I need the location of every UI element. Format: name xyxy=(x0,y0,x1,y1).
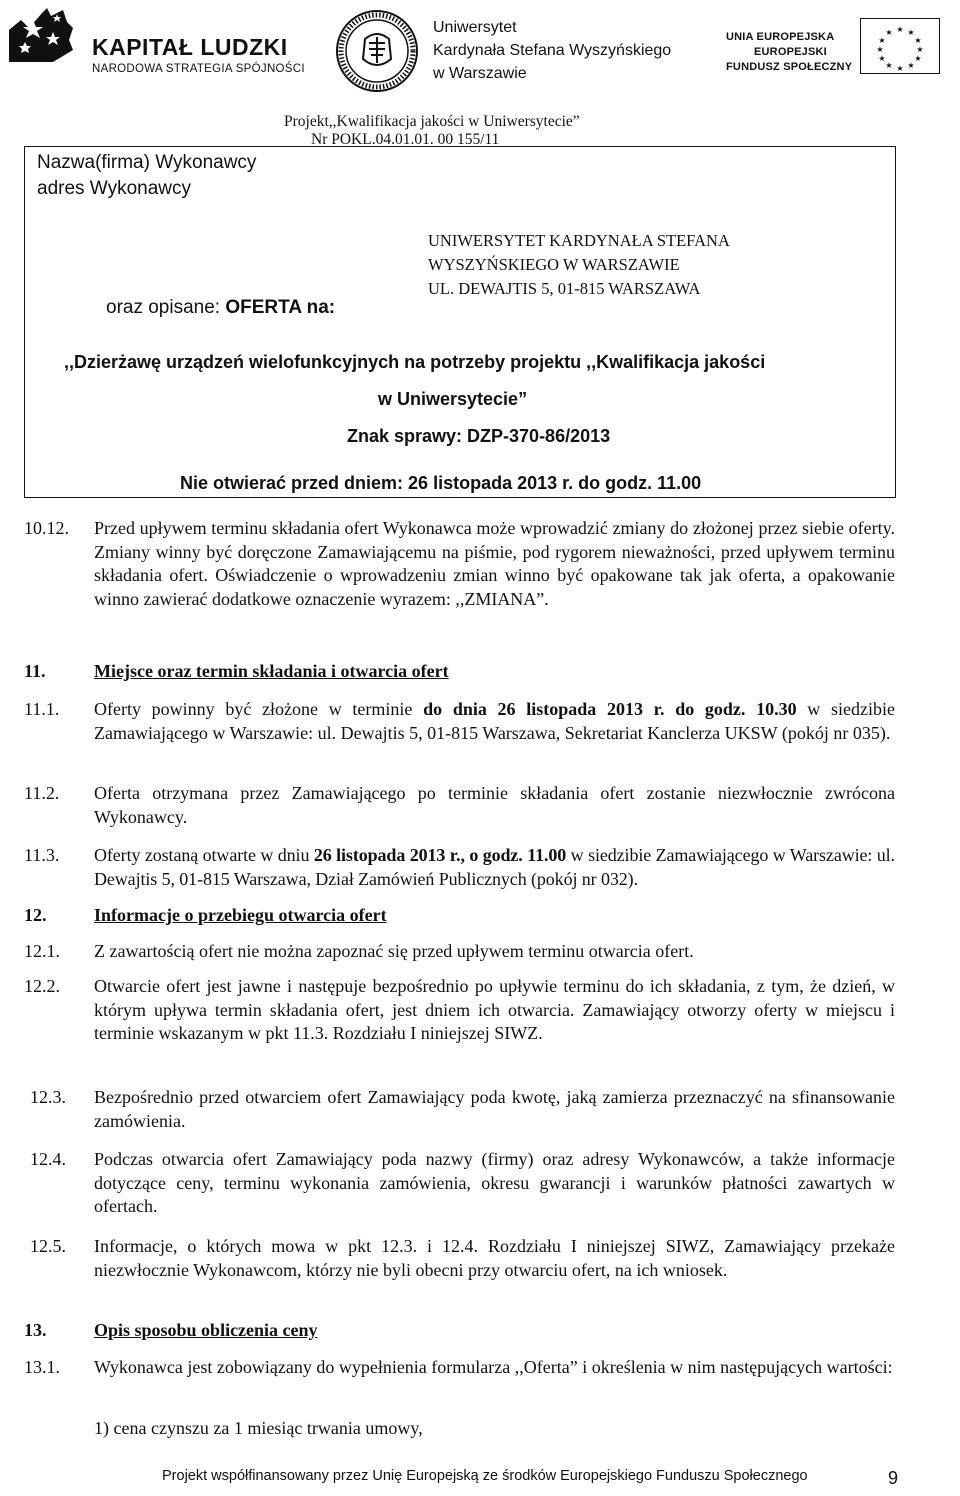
address-line3: UL. DEWAJTIS 5, 01-815 WARSZAWA xyxy=(428,279,701,298)
project-line1: Projekt,,Kwalifikacja jakości w Uniwersytecie” xyxy=(284,113,580,130)
eu-logo-text xyxy=(726,30,852,75)
recipient-address xyxy=(428,229,730,301)
university-name xyxy=(433,16,671,85)
eu-line3: FUNDUSZ SPOŁECZNY xyxy=(726,61,853,73)
section-number: 12.4. xyxy=(30,1149,66,1169)
footer-text: Projekt współfinansowany przez Unię Europejską ze środków Europejskiego Funduszu Społecznego xyxy=(162,1468,808,1484)
svg-text:★: ★ xyxy=(878,36,886,45)
svg-text:★: ★ xyxy=(896,25,904,34)
section-12-4-text: Podczas otwarcia ofert Zamawiający poda nazwy (firmy) oraz adresy Wykonawców, a także informacje dotyczące ceny, terminu wykonania zamówienia, okresu gwarancji i warunków płatności zawartych w ofertach. xyxy=(94,1149,895,1216)
heading-11-title: Miejsce oraz termin składania i otwarcia ofert xyxy=(94,661,449,681)
svg-text:★: ★ xyxy=(907,61,915,70)
university-seal-icon xyxy=(335,9,419,93)
contractor-line1: Nazwa(firma) Wykonawcy xyxy=(37,152,257,173)
section-number: 13.1. xyxy=(24,1357,60,1377)
svg-text:★: ★ xyxy=(878,54,886,63)
section-12-1-text: Z zawartością ofert nie można zapoznać się przed upływem terminu otwarcia ofert. xyxy=(94,941,694,961)
address-line1: UNIWERSYTET KARDYNAŁA STEFANA xyxy=(428,231,730,250)
list-item: 1) cena czynszu za 1 miesiąc trwania umowy, xyxy=(94,1418,423,1438)
page-number: 9 xyxy=(888,1468,899,1488)
heading-13-title: Opis sposobu obliczenia ceny xyxy=(94,1320,318,1340)
section-number: 11.2. xyxy=(24,783,60,803)
svg-text:★: ★ xyxy=(876,45,884,54)
section-11-3-text xyxy=(94,844,895,891)
case-number: Znak sprawy: DZP-370-86/2013 xyxy=(347,426,611,446)
section-12-5-text: Informacje, o których mowa w pkt 12.3. i 12.4. Rozdziału I niniejszej SIWZ, Zamawiający przekaże niezwłocznie Wykonawcom, którzy nie byli obecni przy otwarciu ofert, na ich wniosek. xyxy=(94,1236,895,1280)
address-line2: WYSZYŃSKIEGO W WARSZAWIE xyxy=(428,255,680,274)
university-line1: Uniwersytet xyxy=(433,19,517,36)
heading-number: 11. xyxy=(24,661,46,681)
heading-number: 12. xyxy=(24,905,47,925)
heading-12-title: Informacje o przebiegu otwarcia ofert xyxy=(94,905,387,925)
section-number: 10.12. xyxy=(24,518,69,538)
svg-text:★: ★ xyxy=(916,45,924,54)
section-number: 12.1. xyxy=(24,941,60,961)
described-prefix: oraz opisane: xyxy=(106,297,226,318)
do-not-open-notice: Nie otwierać przed dniem: 26 listopada 2013 r. do godz. 11.00 xyxy=(180,473,702,493)
subject-line1: ,,Dzierżawę urządzeń wielofunkcyjnych na potrzeby projektu ,,Kwalifikacja jakości xyxy=(64,352,766,372)
s11-1-part-c: w siedzibie Zamawiającego w Warszawie: ul. Dewajtis 5, 01-815 Warszawa, Sekretariat Kanclerza UKSW (pokój nr 035). xyxy=(94,699,895,743)
svg-text:★: ★ xyxy=(907,28,915,37)
section-number: 12.3. xyxy=(30,1087,66,1107)
section-number: 12.2. xyxy=(24,976,60,996)
project-info xyxy=(284,113,580,149)
kapital-ludzki-logo-icon xyxy=(7,6,75,64)
subject-line2: w Uniwersytecie” xyxy=(378,389,528,409)
contractor-line2: adres Wykonawcy xyxy=(37,178,191,199)
section-12-2-text: Otwarcie ofert jest jawne i następuje bezpośrednio po upływie terminu do ich składania, z tym, że dzień, w którym upływa termin składania ofert, jest dniem ich otwarcia. Zamawiający otworzy oferty w miejscu i terminie wskazanym w pkt 11.3. Rozdziału I niniejszej SIWZ. xyxy=(94,976,895,1043)
described-as xyxy=(106,297,335,319)
svg-text:★: ★ xyxy=(914,36,922,45)
eu-line2: EUROPEJSKI xyxy=(754,46,827,58)
svg-text:★: ★ xyxy=(885,28,893,37)
section-number: 11.1. xyxy=(24,699,60,719)
university-line2: Kardynała Stefana Wyszyńskiego xyxy=(433,42,672,59)
eu-line1: UNIA EUROPEJSKA xyxy=(726,31,835,43)
svg-text:★: ★ xyxy=(896,64,904,73)
project-line2: Nr POKL.04.01.01. 00 155/11 xyxy=(311,131,500,148)
heading-number: 13. xyxy=(24,1320,47,1340)
section-13-1-text: Wykonawca jest zobowiązany do wypełnienia formularza ,,Oferta” i określenia w nim następujących wartości: xyxy=(94,1357,893,1377)
s11-3-part-bold: 26 listopada 2013 r., o godz. 11.00 xyxy=(313,845,567,865)
svg-text:★: ★ xyxy=(885,61,893,70)
section-11-2-text: Oferta otrzymana przez Zamawiającego po terminie składania ofert zostanie niezwłocznie zwrócona Wykonawcy. xyxy=(94,783,895,827)
s11-3-part-a: Oferty zostaną otwarte w dniu xyxy=(94,845,314,865)
section-12-3-text: Bezpośrednio przed otwarciem ofert Zamawiający poda kwotę, jaką zamierza przeznaczyć na sfinansowanie zamówienia. xyxy=(94,1087,895,1131)
university-line3: w Warszawie xyxy=(433,65,527,82)
s11-3-part-c: w siedzibie Zamawiającego w Warszawie: ul. Dewajtis 5, 01-815 Warszawa, Dział Zamówień Publicznych (pokój nr 032). xyxy=(94,845,895,889)
section-11-1-text xyxy=(94,698,895,745)
eu-flag-icon xyxy=(860,18,940,74)
described-bold: OFERTA na: xyxy=(225,297,336,318)
s11-1-part-a: Oferty powinny być złożone w terminie xyxy=(94,699,424,719)
kapital-ludzki-subtitle: NARODOWA STRATEGIA SPÓJNOŚCI xyxy=(92,63,305,75)
contractor-name xyxy=(37,150,256,202)
section-number: 12.5. xyxy=(30,1236,66,1256)
section-number: 11.3. xyxy=(24,845,60,865)
section-10-12-text: Przed upływem terminu składania ofert Wykonawca może wprowadzić zmiany do złożonej przez siebie oferty. Zmiany winny być doręczone Zamawiającemu na piśmie, pod rygorem nieważności, przed upływem terminu składania ofert. Oświadczenie o wprowadzeniu zmian winno być opakowane tak jak oferta, a opakowanie winno zawierać dodatkowe oznaczenie wyrazem: ,,ZMIANA”. xyxy=(94,518,895,609)
svg-text:★: ★ xyxy=(914,54,922,63)
kapital-ludzki-title: KAPITAŁ LUDZKI xyxy=(92,34,288,60)
s11-1-part-bold: do dnia 26 listopada 2013 r. do godz. 10.30 xyxy=(423,699,797,719)
